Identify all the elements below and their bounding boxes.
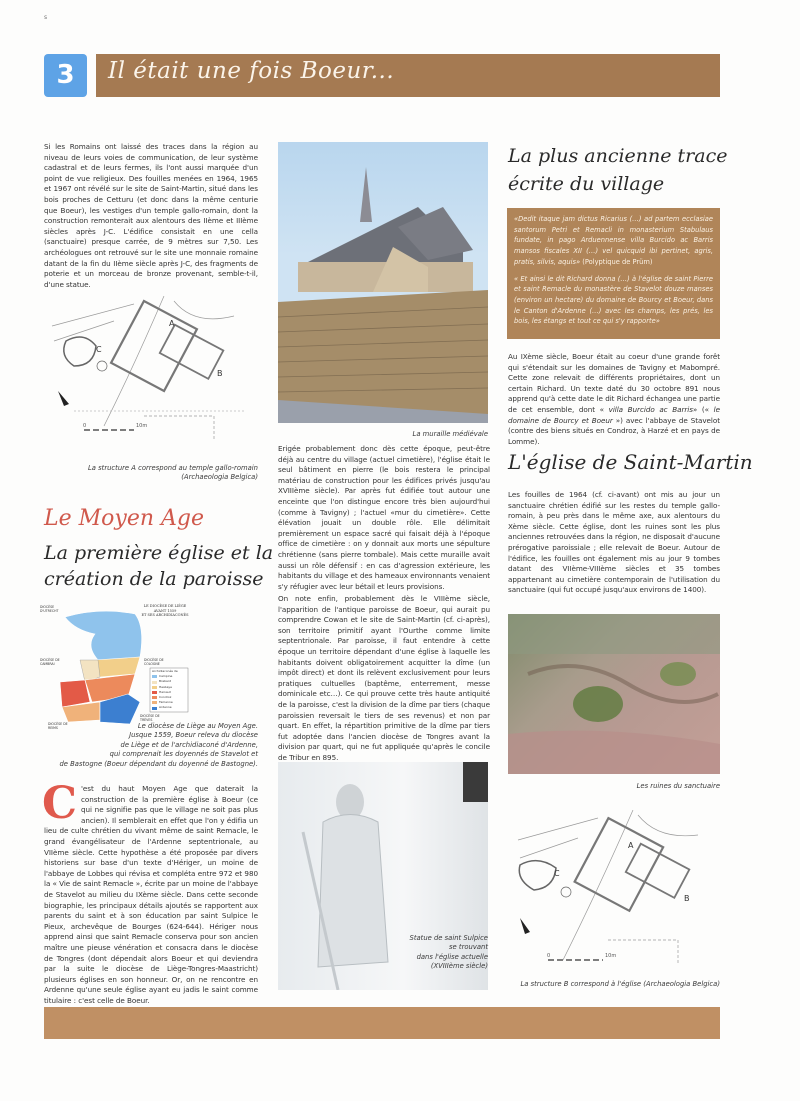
plan-a-scale-start: 0 <box>83 423 87 429</box>
legend-swatch <box>152 691 157 694</box>
map-caption-line: qui comprenait les doyennés de Stavelot et <box>109 750 258 759</box>
trace-title-line-2: écrite du village <box>508 173 665 195</box>
moyen-age-paragraph <box>42 778 258 1006</box>
legend-swatch <box>152 707 157 710</box>
map-caption-line: Jusque 1559, Boeur releva du diocèse <box>129 731 258 740</box>
trace-title-line-1: La plus ancienne trace <box>508 145 728 167</box>
archaeological-plan-b <box>508 810 720 970</box>
plan-a-label-c: C <box>96 345 102 354</box>
legend-label: Brabant <box>159 679 171 684</box>
trace-text: » (« <box>692 404 714 414</box>
map-region-label: DIOCÈSE DE REIMS <box>48 722 68 730</box>
north-arrow-icon <box>58 391 69 406</box>
map-title <box>140 604 190 618</box>
plan-a-caption <box>44 464 258 483</box>
legend-swatch <box>152 681 157 684</box>
plan-b-label-b: B <box>684 894 690 903</box>
plan-b-label-c: C <box>554 869 560 878</box>
page-marker: s <box>44 14 48 21</box>
plan-a-label-a: A <box>169 319 175 328</box>
ruins-caption: Les ruines du sanctuaire <box>636 782 720 790</box>
map-title-line: ET SES ARCHIDIACONÉS <box>141 613 189 617</box>
statue-caption-line: se trouvant <box>449 943 488 952</box>
statue-caption <box>400 934 488 972</box>
map-title-line: LE DIOCÈSE DE LIÈGE <box>143 604 187 608</box>
legend-label: Ardenne <box>159 705 172 710</box>
ruins-photo <box>508 614 720 774</box>
plan-b-label-a: A <box>628 841 634 850</box>
north-arrow-icon <box>520 918 530 934</box>
legend-swatch <box>152 675 157 678</box>
trace-title <box>508 142 727 198</box>
plan-b-scale-end: 10m <box>605 953 617 959</box>
legend-label: Condroz <box>159 695 172 700</box>
map-caption-line: de Liège et de l'archidiaconé d'Ardenne, <box>120 740 258 749</box>
diocese-map <box>40 602 190 730</box>
legend-swatch <box>152 696 157 699</box>
diocese-map-drawing <box>40 602 190 730</box>
latin-quote-source: (Polyptique de Prüm) <box>580 257 653 266</box>
map-legend <box>152 669 188 711</box>
map-region-label: DIOCÈSE DE COLOGNE <box>144 658 164 666</box>
plan-b-scale-start: 0 <box>547 953 551 959</box>
footer-bar <box>44 1007 720 1039</box>
section-title-moyen-age: Le Moyen Age <box>44 506 204 531</box>
subtitle-line-2: création de la paroisse <box>44 568 264 590</box>
map-region-label: DIOCÈSE DE CAMBRAI <box>40 658 60 666</box>
map-title-line: AVANT 1559 <box>153 608 177 613</box>
latin-quote-box <box>507 208 720 339</box>
map-region-label: DIOCÈSE DE TRÈVES <box>140 714 160 722</box>
map-legend-item <box>152 705 188 710</box>
latin-quote <box>514 214 713 268</box>
map-caption-line: Le diocèse de Liège au Moyen Age. <box>137 722 258 730</box>
latin-quote-text: «Dedit itaque jam dictus Ricarius (…) ad partem ecclasiae santorum Petri et Remacli in monasterium Stabulaus fundate, in pago Arduennense villa Burcido ac Barris mansos fiscales XII (…) vel quicquid ibi pertinet, agris, pratis, silvis, aquis» <box>514 215 713 266</box>
plan-b-caption: La structure B correspond à l'église (Archaeologia Belgica) <box>520 980 720 988</box>
legend-label: Hainaut <box>159 689 171 694</box>
church-wall-photo <box>278 142 488 423</box>
plan-a-label-b: B <box>217 369 223 378</box>
plan-a-scale-end: 10m <box>136 423 148 429</box>
drop-cap: C <box>42 778 77 829</box>
legend-swatch <box>152 701 157 704</box>
moyen-age-text: 'est du haut Moyen Age que daterait la construction de la première église à Boeur (ce qui ne signifie pas que le village ne soit pas plus ancien). Il semblerait en effet que l'on y édifia un lieu de culte chrétien du vivant même de saint Remacle, le grand évangélisateur de l'Ardenne septentrionale, au VIIème siècle. Cette hypothèse a été proposée par divers historiens sur base d'un texte d'Hériger, un moine de l'abbaye de Lobbes qui révisa et compléta entre 972 et 980 la « Vie de saint Remacle », écrite par un moine de l'abbaye de Stavelot au milieu du IXème siècle. Dans cette seconde biographie, les principaux détails ajoutés se rapportent aux parents du saint et à son éducation par saint Sulpice le Pieux, archevêque de Bourges (624-644). Hériger nous apprend ainsi que saint Remacle conserva pour son ancien maître une pieuse vénération et consacra dans le diocèse de Tongres (dont dépendait alors Boeur et qui deviendra par la suite le diocèse de Liège-Tongres-Maastricht) plusieurs églises en son honneur. Or, on ne rencontre en Ardenne qu'une seule église ayant eu jadis le saint comme titulaire : c'est celle de Boeur. <box>44 784 258 1005</box>
subtitle-premiere-eglise <box>44 540 273 592</box>
chapter-title: Il était une fois Boeur... <box>108 58 395 84</box>
map-caption-line: de Bastogne (Boeur dépendant du doyenné de Bastogne). <box>59 759 258 768</box>
trace-text-italic: le domaine de Bourcy et Boeur <box>508 404 720 425</box>
legend-label: Famenne <box>159 700 173 705</box>
map-legend-title: Archidiaconés de <box>152 669 178 673</box>
col2-paragraph-1: Erigée probablement donc dès cette époque, peut-être déjà au centre du village (actuel cimetière), l'église était le seul bâtiment en pierre (le bois restera le principal matériau de construction pour les édifices privés jusqu'au XVIIIème siècle). Par après fut édifiée tout autour une enceinte que l'on distingue encore très bien aujourd'hui (comme à Tavigny) ; l'actuel «mur du cimetière». Cette élévation jouait un double rôle. Elle délimitait premièrement un espace sacré qui faisait déjà à l'époque office de cimetière : on y donnait aux morts une sépulture chrétienne (sans pierre tombale). Mais cette muraille avait aussi un rôle défensif : en cas d'agression extérieure, les habitants du village et des hameaux environnants venaient s'y réfugier avec leur bétail et leurs provisions. <box>278 444 490 591</box>
archaeological-plan-a <box>44 296 258 446</box>
map-caption <box>40 722 258 769</box>
trace-text: ») avec l'abbaye de Stavelot (contre des biens situés en Condroz, à Harzé et en pays de Lomme). <box>508 415 720 446</box>
church-wall-illustration <box>278 142 488 423</box>
french-quote: « Et ainsi le dit Richard donna (…) à l'église de saint Pierre et saint Remacle du monastère de Stavelot douze manses (environ un hectare) du domaine de Bourcy et Boeur, dans le Canton d'Ardenne (…) avec les champs, les prés, les bois, les étangs et tout ce qui s'y rapporte» <box>514 274 713 326</box>
saint-martin-paragraph: Les fouilles de 1964 (cf. ci-avant) ont mis au jour un sanctuaire chrétien édifié sur les restes du temple gallo-romain, à peu près dans le même axe, aux alentours du Xème siècle. Cette église, dont les ruines sont les plus anciennes retrouvées dans la région, ne disposait d'aucune prérogative paroissiale ; elle relevait de Boeur. Autour de l'édifice, les fouilles ont également mis au jour 9 tombes datant des VIIème-VIIIème siècles et 35 tombes appartenant au cimetière contemporain de l'utilisation du sanctuaire (qui fut occupé jusqu'aux environs de 1400). <box>508 490 720 595</box>
legend-swatch <box>152 686 157 689</box>
col2-paragraph-2: On note enfin, probablement dès le VIIIème siècle, l'apparition de l'antique paroisse de Boeur, qui aurait pu comprendre Cowan et le site de Saint-Martin (cf. ci-après), son territoire primitif ayant l'Ourthe comme limite septentrionale. Par paroisse, il faut entendre à cette époque un territoire dépendant d'une église à laquelle les habitants doivent obligatoirement acquitter la dîme (un impôt direct) et dont ils relèvent exclusivement pour leurs pratiques cultuelles (baptême, enterrement, messe dominicale etc…). Ce qui prouve cette très haute antiquité de la paroisse, c'est la division de la dîme par tiers (chaque paroissien reversait le tiers de ses revenus) et non par quart. En effet, la répartition primitive de la dîme par tiers fut adoptée dans l'ancien diocèse de Tongres avant la division par quart, qui ne fut appliquée qu'après le concile de Tribur en 895. <box>278 594 490 762</box>
trace-text: Au IXème siècle, Boeur était au coeur d'une grande forêt qui s'étendait sur les domaines de Tavigny et Mabompré. Cette zone relevait de différents propriétaires, dont un certain Richard. Un texte daté du 30 octobre 891 nous apprend qu'à cette date le dit Richard échangea une partie de cet ensemble, dont « <box>508 352 720 414</box>
statue-caption-line: Statue de saint Sulpice <box>409 934 488 942</box>
legend-label: Hesbaye <box>159 684 173 689</box>
plan-a-caption-line-2: (Archaeologia Belgica) <box>181 473 258 482</box>
trace-paragraph <box>508 352 720 447</box>
ruins-illustration <box>508 614 720 774</box>
intro-paragraph: Si les Romains ont laissé des traces dans la région au niveau de leurs voies de communication, de leur système cadastral et de leurs fermes, ils l'ont aussi marquée d'un point de vue religieux. Des fouilles menées en 1964, 1965 et 1967 ont révélé sur le site de Saint-Martin, situé dans les bois proches de Cetturu (et donc dans la même centurie que Boeur), les vestiges d'un temple gallo-romain, dont la construction remonterait aux alentours des IIème et IIIème siècles après J-C. L'édifice consistait en une cella (sanctuaire) presque carrée, de 9 mètres sur 7,50. Les archéologues ont retrouvé sur le site une monnaie romaine datant de la fin du IIème siècle après J-C, des fragments de poterie et un morceau de bronze provenant, semble-t-il, d'une statue. <box>44 142 258 289</box>
statue-caption-line: (XVIIIème siècle) <box>430 962 488 971</box>
saint-martin-title: L'église de Saint-Martin <box>508 450 753 474</box>
subtitle-line-1: La première église et la <box>44 542 274 564</box>
wall-photo-caption: La muraille médiévale <box>412 430 488 438</box>
plan-b-drawing <box>508 810 720 970</box>
plan-a-caption-line-1: La structure A correspond au temple gallo-romain <box>88 464 258 472</box>
legend-label: Campine <box>159 674 173 679</box>
chapter-number-badge: 3 <box>44 54 87 97</box>
map-region-label: DIOCÈSE D'UTRECHT <box>40 605 59 613</box>
statue-caption-line: dans l'église actuelle <box>416 952 488 961</box>
plan-a-drawing <box>44 296 258 446</box>
trace-text-italic: villa Burcido ac Barris <box>608 404 693 414</box>
